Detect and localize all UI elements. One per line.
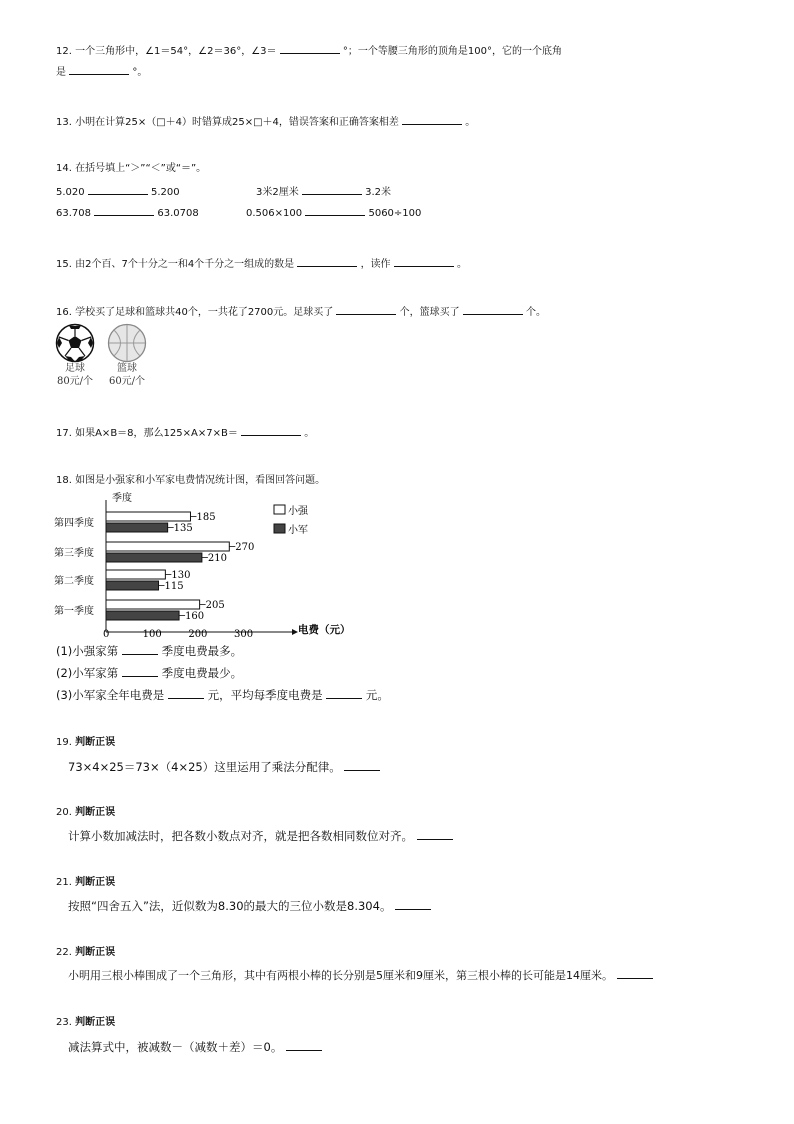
- q19-body: 73×4×25＝73×（4×25）这里运用了乘法分配律。: [68, 759, 380, 775]
- bar-xiaoqiang: [106, 512, 190, 521]
- q21-body: 按照“四舍五入”法，近似数为8.30的最大的三位小数是8.304。: [68, 898, 431, 914]
- q20-body: 计算小数加减法时，把各数小数点对齐，就是把各数相同数位对齐。: [68, 828, 453, 844]
- q14-row1-a: 5.020 5.200: [56, 184, 180, 200]
- q23-title: 23. 判断正误: [56, 1017, 116, 1028]
- q20-title: 20. 判断正误: [56, 807, 116, 818]
- football-icon: [55, 323, 95, 363]
- legend-swatch-xiaoqiang: [274, 505, 285, 514]
- bar-xiaojun: [106, 611, 179, 620]
- x-tick-label: 300: [234, 629, 254, 640]
- q18-sub2: (2)小军家第 季度电费最少。: [56, 666, 243, 680]
- q14-row2-a: 63.708 63.0708: [56, 205, 199, 221]
- basketball-label: 篮球: [117, 363, 137, 374]
- value-label: 205: [205, 600, 225, 611]
- q19-title: 19. 判断正误: [56, 737, 116, 748]
- q22-body: 小明用三根小棒围成了一个三角形，其中有两根小棒的长分别是5厘米和9厘米，第三根小棒的长可能是14厘米。: [68, 968, 653, 984]
- q21-title: 21. 判断正误: [56, 877, 116, 888]
- x-tick-label: 0: [103, 629, 110, 640]
- value-label: 115: [164, 581, 184, 592]
- category-label: 第四季度: [54, 518, 94, 529]
- q12-blank2[interactable]: [69, 64, 129, 75]
- q18-blank4[interactable]: [326, 688, 362, 699]
- q15-blank1[interactable]: [297, 256, 357, 267]
- q23-blank[interactable]: [286, 1040, 322, 1051]
- q18-blank3[interactable]: [168, 688, 204, 699]
- x-tick-label: 100: [142, 629, 162, 640]
- electricity-bar-chart: [50, 486, 370, 642]
- value-label: 185: [196, 512, 216, 523]
- basketball-icon: [107, 323, 147, 363]
- bar-xiaoqiang: [106, 600, 200, 609]
- bar-xiaojun: [106, 581, 159, 590]
- q12-line2: 是 °。: [56, 64, 147, 80]
- basketball-price: 60元/个: [108, 376, 146, 387]
- q16-line: 16. 学校买了足球和篮球共40个，一共花了2700元。足球买了 个，篮球买了 个。: [56, 304, 546, 320]
- value-label: 135: [173, 523, 193, 534]
- legend-label-xiaoqiang: 小强: [288, 506, 308, 517]
- category-label: 第一季度: [54, 606, 94, 617]
- q18-title: 18. 如图是小强家和小军家电费情况统计图，看图回答问题。: [56, 475, 326, 486]
- q13-line: 13. 小明在计算25×（□＋4）时错算成25×□＋4，错误答案和正确答案相差 。: [56, 114, 475, 130]
- q14-blank1[interactable]: [88, 184, 148, 195]
- q14-blank3[interactable]: [94, 205, 154, 216]
- q14-blank2[interactable]: [302, 184, 362, 195]
- q16-blank1[interactable]: [336, 304, 396, 315]
- bar-xiaoqiang: [106, 542, 229, 551]
- q19-blank[interactable]: [344, 760, 380, 771]
- value-label: 270: [235, 542, 255, 553]
- q18-sub1: (1)小强家第 季度电费最多。: [56, 644, 243, 658]
- football-price: 80元/个: [56, 376, 94, 387]
- q20-blank[interactable]: [417, 829, 453, 840]
- q22-title: 22. 判断正误: [56, 947, 116, 958]
- bar-xiaoqiang: [106, 570, 165, 579]
- q15-line: 15. 由2个百、7个十分之一和4个千分之一组成的数是 ，读作 。: [56, 256, 467, 272]
- q17-blank[interactable]: [241, 425, 301, 436]
- q12-blank1[interactable]: [280, 43, 340, 54]
- x-axis-label: 电费（元）: [298, 624, 351, 636]
- category-label: 第二季度: [54, 576, 94, 587]
- q14-row1-b: 3米2厘米 3.2米: [256, 184, 391, 200]
- q14-row2-b: 0.506×100 5060÷100: [246, 205, 421, 221]
- q21-blank[interactable]: [395, 899, 431, 910]
- q18-sub3: (3)小军家全年电费是 元，平均每季度电费是 元。: [56, 688, 389, 702]
- legend-label-xiaojun: 小军: [288, 525, 308, 536]
- y-axis-label: 季度: [112, 493, 132, 504]
- q17-line: 17. 如果A×B＝8，那么125×A×7×B＝ 。: [56, 425, 314, 441]
- value-label: 160: [185, 611, 205, 622]
- value-label: 210: [207, 553, 227, 564]
- q18-blank1[interactable]: [122, 644, 158, 655]
- x-tick-label: 200: [188, 629, 208, 640]
- q14-title: 14. 在括号填上“＞”“＜”或“＝”。: [56, 163, 207, 174]
- bar-xiaojun: [106, 523, 168, 532]
- q18-blank2[interactable]: [122, 666, 158, 677]
- value-label: 130: [171, 570, 191, 581]
- q12-line1: 12. 一个三角形中，∠1＝54°，∠2＝36°，∠3＝ °；一个等腰三角形的顶角是100°，它的一个底角: [56, 43, 562, 59]
- q13-blank[interactable]: [402, 114, 462, 125]
- q23-body: 减法算式中，被减数－（减数＋差）＝0。: [68, 1039, 322, 1055]
- q22-blank[interactable]: [617, 968, 653, 979]
- q15-blank2[interactable]: [394, 256, 454, 267]
- category-label: 第三季度: [54, 548, 94, 559]
- bar-xiaojun: [106, 553, 202, 562]
- legend-swatch-xiaojun: [274, 524, 285, 533]
- q16-blank2[interactable]: [463, 304, 523, 315]
- q14-blank4[interactable]: [305, 205, 365, 216]
- football-label: 足球: [65, 363, 85, 374]
